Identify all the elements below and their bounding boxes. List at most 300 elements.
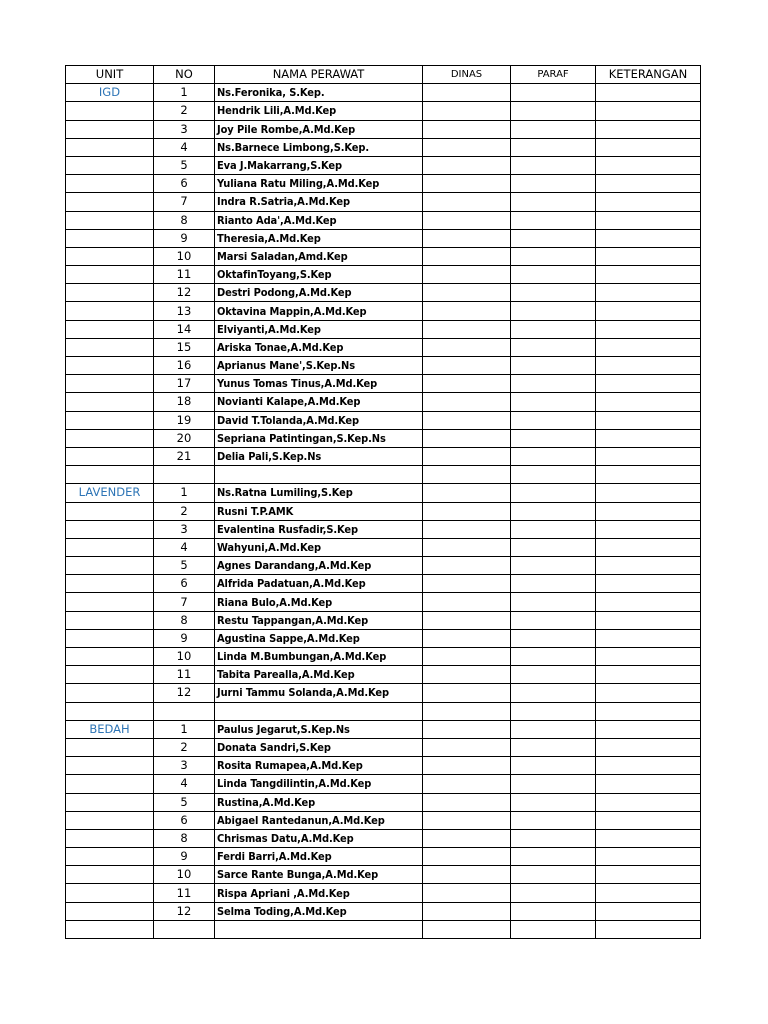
paraf-cell[interactable] bbox=[511, 666, 596, 684]
table-row bbox=[66, 320, 701, 338]
paraf-cell[interactable] bbox=[511, 84, 596, 102]
number-cell: 6 bbox=[154, 175, 215, 193]
dinas-cell[interactable] bbox=[423, 229, 511, 247]
dinas-cell[interactable] bbox=[423, 338, 511, 356]
keterangan-cell[interactable] bbox=[596, 84, 701, 102]
number-cell: 8 bbox=[154, 211, 215, 229]
table-row bbox=[66, 793, 701, 811]
keterangan-cell[interactable] bbox=[596, 102, 701, 120]
table-row bbox=[66, 848, 701, 866]
keterangan-cell[interactable] bbox=[596, 902, 701, 920]
paraf-cell[interactable] bbox=[511, 520, 596, 538]
nurse-name-cell: Sepriana Patintingan,S.Kep.Ns bbox=[215, 429, 423, 447]
empty-cell bbox=[423, 702, 511, 720]
paraf-cell[interactable] bbox=[511, 502, 596, 520]
unit-cell bbox=[66, 902, 154, 920]
keterangan-cell[interactable] bbox=[596, 266, 701, 284]
dinas-cell[interactable] bbox=[423, 211, 511, 229]
dinas-cell[interactable] bbox=[423, 302, 511, 320]
keterangan-cell[interactable] bbox=[596, 848, 701, 866]
unit-cell bbox=[66, 266, 154, 284]
table-row bbox=[66, 720, 701, 738]
number-cell: 9 bbox=[154, 848, 215, 866]
dinas-cell[interactable] bbox=[423, 411, 511, 429]
empty-cell bbox=[66, 466, 154, 484]
paraf-cell[interactable] bbox=[511, 429, 596, 447]
paraf-cell[interactable] bbox=[511, 557, 596, 575]
paraf-cell[interactable] bbox=[511, 229, 596, 247]
number-cell: 9 bbox=[154, 229, 215, 247]
number-cell: 8 bbox=[154, 829, 215, 847]
paraf-cell[interactable] bbox=[511, 811, 596, 829]
dinas-cell[interactable] bbox=[423, 775, 511, 793]
number-cell: 12 bbox=[154, 284, 215, 302]
empty-cell bbox=[423, 920, 511, 938]
nurse-name-cell: Abigael Rantedanun,A.Md.Kep bbox=[215, 811, 423, 829]
table-row bbox=[66, 775, 701, 793]
dinas-cell[interactable] bbox=[423, 884, 511, 902]
number-cell: 10 bbox=[154, 247, 215, 265]
nurse-name-cell: Ns.Feronika, S.Kep. bbox=[215, 84, 423, 102]
paraf-cell[interactable] bbox=[511, 411, 596, 429]
header-dinas: DINAS bbox=[423, 66, 511, 84]
number-cell: 13 bbox=[154, 302, 215, 320]
unit-cell bbox=[66, 284, 154, 302]
table-row bbox=[66, 447, 701, 465]
nurse-name-cell: Theresia,A.Md.Kep bbox=[215, 229, 423, 247]
unit-label: LAVENDER bbox=[78, 485, 141, 500]
dinas-cell[interactable] bbox=[423, 648, 511, 666]
dinas-cell[interactable] bbox=[423, 84, 511, 102]
paraf-cell[interactable] bbox=[511, 757, 596, 775]
unit-cell bbox=[66, 102, 154, 120]
empty-cell bbox=[154, 920, 215, 938]
table-row bbox=[66, 156, 701, 174]
nurse-name-cell: Marsi Saladan,Amd.Kep bbox=[215, 247, 423, 265]
header-row bbox=[66, 66, 701, 84]
keterangan-cell[interactable] bbox=[596, 520, 701, 538]
empty-cell bbox=[511, 702, 596, 720]
keterangan-cell[interactable] bbox=[596, 193, 701, 211]
paraf-cell[interactable] bbox=[511, 138, 596, 156]
table-row bbox=[66, 138, 701, 156]
table-row bbox=[66, 429, 701, 447]
paraf-cell[interactable] bbox=[511, 357, 596, 375]
nurse-name-cell: OktafinToyang,S.Kep bbox=[215, 266, 423, 284]
paraf-cell[interactable] bbox=[511, 484, 596, 502]
number-cell: 5 bbox=[154, 793, 215, 811]
nurse-roster-table bbox=[65, 65, 701, 939]
keterangan-cell[interactable] bbox=[596, 138, 701, 156]
table-row bbox=[66, 902, 701, 920]
keterangan-cell[interactable] bbox=[596, 120, 701, 138]
dinas-cell[interactable] bbox=[423, 557, 511, 575]
keterangan-cell[interactable] bbox=[596, 575, 701, 593]
table-row bbox=[66, 757, 701, 775]
paraf-cell[interactable] bbox=[511, 720, 596, 738]
empty-cell bbox=[154, 702, 215, 720]
table-row bbox=[66, 593, 701, 611]
keterangan-cell[interactable] bbox=[596, 684, 701, 702]
dinas-cell[interactable] bbox=[423, 666, 511, 684]
paraf-cell[interactable] bbox=[511, 848, 596, 866]
keterangan-cell[interactable] bbox=[596, 229, 701, 247]
unit-cell bbox=[66, 211, 154, 229]
table-row bbox=[66, 411, 701, 429]
unit-cell bbox=[66, 229, 154, 247]
header-nama-perawat: NAMA PERAWAT bbox=[215, 66, 423, 84]
dinas-cell[interactable] bbox=[423, 156, 511, 174]
paraf-cell[interactable] bbox=[511, 575, 596, 593]
dinas-cell[interactable] bbox=[423, 484, 511, 502]
dinas-cell[interactable] bbox=[423, 447, 511, 465]
paraf-cell[interactable] bbox=[511, 266, 596, 284]
header-unit: UNIT bbox=[66, 66, 154, 84]
table-row bbox=[66, 120, 701, 138]
nurse-name-cell: Elviyanti,A.Md.Kep bbox=[215, 320, 423, 338]
keterangan-cell[interactable] bbox=[596, 593, 701, 611]
empty-cell bbox=[66, 920, 154, 938]
keterangan-cell[interactable] bbox=[596, 338, 701, 356]
paraf-cell[interactable] bbox=[511, 375, 596, 393]
keterangan-cell[interactable] bbox=[596, 720, 701, 738]
keterangan-cell[interactable] bbox=[596, 284, 701, 302]
table-row bbox=[66, 575, 701, 593]
header-keterangan: KETERANGAN bbox=[596, 66, 701, 84]
nurse-name-cell: Wahyuni,A.Md.Kep bbox=[215, 538, 423, 556]
paraf-cell[interactable] bbox=[511, 775, 596, 793]
paraf-cell[interactable] bbox=[511, 629, 596, 647]
paraf-cell[interactable] bbox=[511, 247, 596, 265]
unit-cell bbox=[66, 684, 154, 702]
keterangan-cell[interactable] bbox=[596, 484, 701, 502]
unit-cell bbox=[66, 411, 154, 429]
table-row bbox=[66, 502, 701, 520]
dinas-cell[interactable] bbox=[423, 320, 511, 338]
keterangan-cell[interactable] bbox=[596, 393, 701, 411]
unit-cell bbox=[66, 629, 154, 647]
nurse-name-cell: Indra R.Satria,A.Md.Kep bbox=[215, 193, 423, 211]
table-row bbox=[66, 266, 701, 284]
blank-row bbox=[66, 466, 701, 484]
keterangan-cell[interactable] bbox=[596, 175, 701, 193]
keterangan-cell[interactable] bbox=[596, 866, 701, 884]
dinas-cell[interactable] bbox=[423, 902, 511, 920]
keterangan-cell[interactable] bbox=[596, 502, 701, 520]
unit-cell bbox=[66, 320, 154, 338]
empty-cell bbox=[66, 702, 154, 720]
nurse-name-cell: Ferdi Barri,A.Md.Kep bbox=[215, 848, 423, 866]
unit-cell bbox=[66, 775, 154, 793]
unit-cell bbox=[66, 156, 154, 174]
unit-cell bbox=[66, 120, 154, 138]
dinas-cell[interactable] bbox=[423, 138, 511, 156]
dinas-cell[interactable] bbox=[423, 593, 511, 611]
nurse-name-cell: Linda Tangdilintin,A.Md.Kep bbox=[215, 775, 423, 793]
number-cell: 10 bbox=[154, 648, 215, 666]
paraf-cell[interactable] bbox=[511, 538, 596, 556]
nurse-name-cell: Hendrik Lili,A.Md.Kep bbox=[215, 102, 423, 120]
empty-cell bbox=[215, 466, 423, 484]
dinas-cell[interactable] bbox=[423, 175, 511, 193]
nurse-name-cell: Rusni T.P.AMK bbox=[215, 502, 423, 520]
number-cell: 9 bbox=[154, 629, 215, 647]
table-row bbox=[66, 302, 701, 320]
empty-cell bbox=[215, 702, 423, 720]
dinas-cell[interactable] bbox=[423, 575, 511, 593]
nurse-name-cell: Aprianus Mane',S.Kep.Ns bbox=[215, 357, 423, 375]
keterangan-cell[interactable] bbox=[596, 829, 701, 847]
unit-cell bbox=[66, 557, 154, 575]
keterangan-cell[interactable] bbox=[596, 211, 701, 229]
unit-cell bbox=[66, 375, 154, 393]
keterangan-cell[interactable] bbox=[596, 793, 701, 811]
dinas-cell[interactable] bbox=[423, 284, 511, 302]
keterangan-cell[interactable] bbox=[596, 320, 701, 338]
blank-row bbox=[66, 702, 701, 720]
table-row bbox=[66, 484, 701, 502]
keterangan-cell[interactable] bbox=[596, 411, 701, 429]
dinas-cell[interactable] bbox=[423, 193, 511, 211]
number-cell: 18 bbox=[154, 393, 215, 411]
unit-cell bbox=[66, 575, 154, 593]
number-cell: 6 bbox=[154, 575, 215, 593]
paraf-cell[interactable] bbox=[511, 648, 596, 666]
table-row bbox=[66, 738, 701, 756]
table-row bbox=[66, 648, 701, 666]
keterangan-cell[interactable] bbox=[596, 757, 701, 775]
nurse-name-cell: Linda M.Bumbungan,A.Md.Kep bbox=[215, 648, 423, 666]
keterangan-cell[interactable] bbox=[596, 738, 701, 756]
empty-cell bbox=[596, 702, 701, 720]
nurse-name-cell: Sarce Rante Bunga,A.Md.Kep bbox=[215, 866, 423, 884]
nurse-name-cell: Agustina Sappe,A.Md.Kep bbox=[215, 629, 423, 647]
dinas-cell[interactable] bbox=[423, 738, 511, 756]
number-cell: 7 bbox=[154, 193, 215, 211]
table-row bbox=[66, 811, 701, 829]
keterangan-cell[interactable] bbox=[596, 666, 701, 684]
table-row bbox=[66, 284, 701, 302]
keterangan-cell[interactable] bbox=[596, 302, 701, 320]
paraf-cell[interactable] bbox=[511, 284, 596, 302]
paraf-cell[interactable] bbox=[511, 829, 596, 847]
dinas-cell[interactable] bbox=[423, 720, 511, 738]
number-cell: 21 bbox=[154, 447, 215, 465]
dinas-cell[interactable] bbox=[423, 393, 511, 411]
keterangan-cell[interactable] bbox=[596, 629, 701, 647]
paraf-cell[interactable] bbox=[511, 102, 596, 120]
dinas-cell[interactable] bbox=[423, 793, 511, 811]
dinas-cell[interactable] bbox=[423, 829, 511, 847]
number-cell: 8 bbox=[154, 611, 215, 629]
unit-cell bbox=[66, 520, 154, 538]
unit-cell bbox=[66, 502, 154, 520]
number-cell: 1 bbox=[154, 84, 215, 102]
table-row bbox=[66, 866, 701, 884]
unit-cell bbox=[66, 593, 154, 611]
keterangan-cell[interactable] bbox=[596, 884, 701, 902]
unit-cell bbox=[66, 829, 154, 847]
paraf-cell[interactable] bbox=[511, 684, 596, 702]
dinas-cell[interactable] bbox=[423, 629, 511, 647]
nurse-name-cell: Evalentina Rusfadir,S.Kep bbox=[215, 520, 423, 538]
number-cell: 3 bbox=[154, 757, 215, 775]
unit-cell bbox=[66, 302, 154, 320]
paraf-cell[interactable] bbox=[511, 175, 596, 193]
nurse-name-cell: Rianto Ada',A.Md.Kep bbox=[215, 211, 423, 229]
dinas-cell[interactable] bbox=[423, 102, 511, 120]
paraf-cell[interactable] bbox=[511, 593, 596, 611]
nurse-name-cell: Oktavina Mappin,A.Md.Kep bbox=[215, 302, 423, 320]
paraf-cell[interactable] bbox=[511, 447, 596, 465]
dinas-cell[interactable] bbox=[423, 684, 511, 702]
number-cell: 3 bbox=[154, 120, 215, 138]
unit-cell bbox=[66, 447, 154, 465]
unit-cell bbox=[66, 793, 154, 811]
dinas-cell[interactable] bbox=[423, 429, 511, 447]
dinas-cell[interactable] bbox=[423, 120, 511, 138]
nurse-name-cell: Restu Tappangan,A.Md.Kep bbox=[215, 611, 423, 629]
paraf-cell[interactable] bbox=[511, 611, 596, 629]
number-cell: 12 bbox=[154, 902, 215, 920]
paraf-cell[interactable] bbox=[511, 320, 596, 338]
dinas-cell[interactable] bbox=[423, 538, 511, 556]
paraf-cell[interactable] bbox=[511, 738, 596, 756]
empty-cell bbox=[511, 466, 596, 484]
nurse-name-cell: Yunus Tomas Tinus,A.Md.Kep bbox=[215, 375, 423, 393]
nurse-name-cell: Selma Toding,A.Md.Kep bbox=[215, 902, 423, 920]
paraf-cell[interactable] bbox=[511, 193, 596, 211]
nurse-name-cell: Novianti Kalape,A.Md.Kep bbox=[215, 393, 423, 411]
table-row bbox=[66, 102, 701, 120]
unit-label: BEDAH bbox=[89, 721, 130, 736]
dinas-cell[interactable] bbox=[423, 866, 511, 884]
keterangan-cell[interactable] bbox=[596, 811, 701, 829]
dinas-cell[interactable] bbox=[423, 247, 511, 265]
nurse-name-cell: Agnes Darandang,A.Md.Kep bbox=[215, 557, 423, 575]
empty-cell bbox=[596, 466, 701, 484]
unit-cell bbox=[66, 611, 154, 629]
keterangan-cell[interactable] bbox=[596, 156, 701, 174]
keterangan-cell[interactable] bbox=[596, 429, 701, 447]
header-no: NO bbox=[154, 66, 215, 84]
keterangan-cell[interactable] bbox=[596, 648, 701, 666]
table-row bbox=[66, 247, 701, 265]
nurse-name-cell: Destri Podong,A.Md.Kep bbox=[215, 284, 423, 302]
table-body bbox=[66, 84, 701, 939]
nurse-name-cell: David T.Tolanda,A.Md.Kep bbox=[215, 411, 423, 429]
number-cell: 19 bbox=[154, 411, 215, 429]
nurse-name-cell: Rosita Rumapea,A.Md.Kep bbox=[215, 757, 423, 775]
unit-cell bbox=[66, 247, 154, 265]
unit-cell bbox=[66, 338, 154, 356]
empty-cell bbox=[511, 920, 596, 938]
dinas-cell[interactable] bbox=[423, 848, 511, 866]
table-row bbox=[66, 684, 701, 702]
dinas-cell[interactable] bbox=[423, 520, 511, 538]
number-cell: 6 bbox=[154, 811, 215, 829]
paraf-cell[interactable] bbox=[511, 393, 596, 411]
paraf-cell[interactable] bbox=[511, 120, 596, 138]
table-row bbox=[66, 884, 701, 902]
paraf-cell[interactable] bbox=[511, 902, 596, 920]
paraf-cell[interactable] bbox=[511, 884, 596, 902]
table-row bbox=[66, 629, 701, 647]
dinas-cell[interactable] bbox=[423, 502, 511, 520]
table-row bbox=[66, 375, 701, 393]
dinas-cell[interactable] bbox=[423, 375, 511, 393]
number-cell: 5 bbox=[154, 156, 215, 174]
number-cell: 2 bbox=[154, 502, 215, 520]
nurse-name-cell: Rustina,A.Md.Kep bbox=[215, 793, 423, 811]
nurse-name-cell: Ariska Tonae,A.Md.Kep bbox=[215, 338, 423, 356]
unit-cell bbox=[66, 648, 154, 666]
keterangan-cell[interactable] bbox=[596, 375, 701, 393]
number-cell: 1 bbox=[154, 484, 215, 502]
table-row bbox=[66, 829, 701, 847]
number-cell: 14 bbox=[154, 320, 215, 338]
nurse-name-cell: Delia Pali,S.Kep.Ns bbox=[215, 447, 423, 465]
keterangan-cell[interactable] bbox=[596, 447, 701, 465]
paraf-cell[interactable] bbox=[511, 156, 596, 174]
table-row bbox=[66, 557, 701, 575]
keterangan-cell[interactable] bbox=[596, 557, 701, 575]
dinas-cell[interactable] bbox=[423, 811, 511, 829]
paraf-cell[interactable] bbox=[511, 338, 596, 356]
unit-cell bbox=[66, 848, 154, 866]
paraf-cell[interactable] bbox=[511, 793, 596, 811]
nurse-name-cell: Joy Pile Rombe,A.Md.Kep bbox=[215, 120, 423, 138]
nurse-name-cell: Chrismas Datu,A.Md.Kep bbox=[215, 829, 423, 847]
unit-cell bbox=[66, 484, 154, 502]
table-row bbox=[66, 357, 701, 375]
unit-cell bbox=[66, 193, 154, 211]
keterangan-cell[interactable] bbox=[596, 611, 701, 629]
keterangan-cell[interactable] bbox=[596, 775, 701, 793]
keterangan-cell[interactable] bbox=[596, 247, 701, 265]
unit-cell bbox=[66, 757, 154, 775]
dinas-cell[interactable] bbox=[423, 266, 511, 284]
unit-cell bbox=[66, 884, 154, 902]
empty-cell bbox=[215, 920, 423, 938]
empty-cell bbox=[154, 466, 215, 484]
nurse-name-cell: Eva J.Makarrang,S.Kep bbox=[215, 156, 423, 174]
unit-cell bbox=[66, 666, 154, 684]
table-row bbox=[66, 666, 701, 684]
dinas-cell[interactable] bbox=[423, 611, 511, 629]
table-row bbox=[66, 338, 701, 356]
unit-cell bbox=[66, 429, 154, 447]
paraf-cell[interactable] bbox=[511, 302, 596, 320]
unit-cell bbox=[66, 393, 154, 411]
keterangan-cell[interactable] bbox=[596, 357, 701, 375]
number-cell: 17 bbox=[154, 375, 215, 393]
nurse-name-cell: Jurni Tammu Solanda,A.Md.Kep bbox=[215, 684, 423, 702]
nurse-name-cell: Tabita Parealla,A.Md.Kep bbox=[215, 666, 423, 684]
empty-cell bbox=[423, 466, 511, 484]
table-row bbox=[66, 611, 701, 629]
number-cell: 1 bbox=[154, 720, 215, 738]
dinas-cell[interactable] bbox=[423, 757, 511, 775]
keterangan-cell[interactable] bbox=[596, 538, 701, 556]
table-row bbox=[66, 393, 701, 411]
nurse-name-cell: Riana Bulo,A.Md.Kep bbox=[215, 593, 423, 611]
paraf-cell[interactable] bbox=[511, 866, 596, 884]
number-cell: 3 bbox=[154, 520, 215, 538]
paraf-cell[interactable] bbox=[511, 211, 596, 229]
dinas-cell[interactable] bbox=[423, 357, 511, 375]
number-cell: 5 bbox=[154, 557, 215, 575]
